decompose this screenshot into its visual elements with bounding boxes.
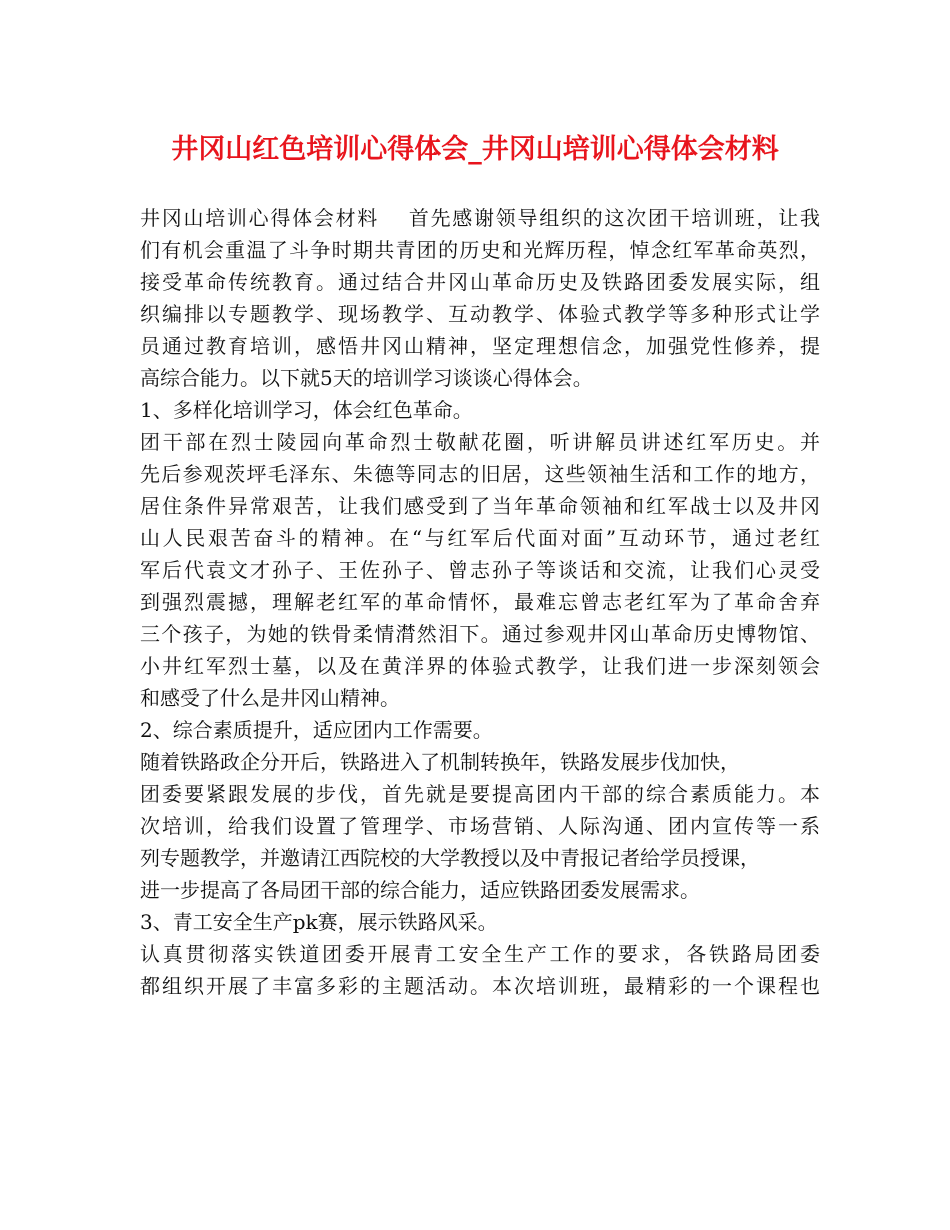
body-line: 都组织开展了丰富多彩的主题活动。本次培训班，最精彩的一个课程也 bbox=[140, 974, 820, 998]
body-line: 军后代袁文才孙子、王佐孙子、曾志孙子等谈话和交流，让我们心灵受 bbox=[140, 558, 820, 582]
body-line: 到强烈震撼，理解老红军的革命情怀，最难忘曾志老红军为了革命舍弃 bbox=[140, 590, 820, 614]
body-line: 山人民艰苦奋斗的精神。在“与红军后代面对面”互动环节，通过老红 bbox=[140, 526, 820, 550]
body-line: 们有机会重温了斗争时期共青团的历史和光辉历程，悼念红军革命英烈， bbox=[140, 238, 820, 262]
section-heading: 3、青工安全生产pk赛，展示铁路风采。 bbox=[140, 910, 498, 934]
body-line: 井冈山培训心得体会材料 首先感谢领导组织的这次团干培训班，让我 bbox=[140, 206, 820, 230]
document-title: 井冈山红色培训心得体会_井冈山培训心得体会材料 bbox=[171, 134, 779, 165]
body-line: 随着铁路政企分开后，铁路进入了机制转换年，铁路发展步伐加快， bbox=[140, 750, 740, 774]
body-line: 织编排以专题教学、现场教学、互动教学、体验式教学等多种形式让学 bbox=[140, 302, 820, 326]
section-heading: 1、多样化培训学习，体会红色革命。 bbox=[140, 398, 473, 422]
section-heading: 2、综合素质提升，适应团内工作需要。 bbox=[140, 718, 493, 742]
body-line: 进一步提高了各局团干部的综合能力，适应铁路团委发展需求。 bbox=[140, 878, 700, 902]
body-line: 团委要紧跟发展的步伐，首先就是要提高团内干部的综合素质能力。本 bbox=[140, 782, 820, 806]
body-line: 团干部在烈士陵园向革命烈士敬献花圈，听讲解员讲述红军历史。并 bbox=[140, 430, 820, 454]
body-line: 接受革命传统教育。通过结合井冈山革命历史及铁路团委发展实际，组 bbox=[140, 270, 820, 294]
body-line: 居住条件异常艰苦，让我们感受到了当年革命领袖和红军战士以及井冈 bbox=[140, 494, 820, 518]
body-line: 小井红军烈士墓，以及在黄洋界的体验式教学，让我们进一步深刻领会 bbox=[140, 654, 820, 678]
body-line: 次培训，给我们设置了管理学、市场营销、人际沟通、团内宣传等一系 bbox=[140, 814, 820, 838]
document-body bbox=[140, 202, 820, 1002]
body-line: 员通过教育培训，感悟井冈山精神，坚定理想信念，加强党性修养，提 bbox=[140, 334, 820, 358]
body-line: 和感受了什么是井冈山精神。 bbox=[140, 686, 400, 710]
body-line: 先后参观茨坪毛泽东、朱德等同志的旧居，这些领袖生活和工作的地方， bbox=[140, 462, 820, 486]
body-line: 高综合能力。以下就5天的培训学习谈谈心得体会。 bbox=[140, 366, 593, 390]
body-line: 三个孩子，为她的铁骨柔情潸然泪下。通过参观井冈山革命历史博物馆、 bbox=[140, 622, 820, 646]
body-line: 认真贯彻落实铁道团委开展青工安全生产工作的要求，各铁路局团委 bbox=[140, 942, 820, 966]
body-line: 列专题教学，并邀请江西院校的大学教授以及中青报记者给学员授课， bbox=[140, 846, 760, 870]
